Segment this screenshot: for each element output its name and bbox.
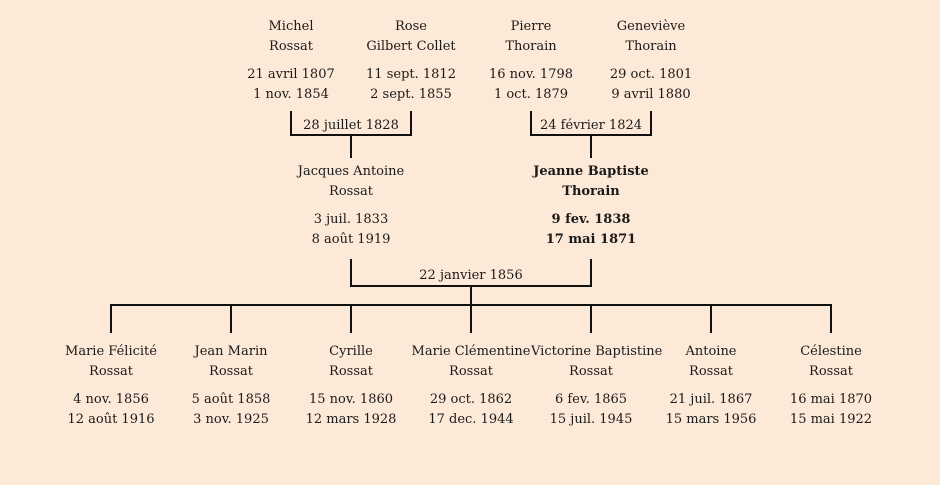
person-pierre-thorain [471, 17, 591, 105]
person-last-name: Rossat [449, 364, 493, 379]
death-date: 1 oct. 1879 [493, 87, 569, 102]
person-first-name: Jeanne Baptiste [533, 164, 649, 179]
person-first-name: Célestine [800, 344, 862, 359]
birth-date: 11 sept. 1812 [366, 67, 456, 82]
person-marie-felicite-rossat [51, 342, 171, 430]
birth-date: 29 oct. 1862 [429, 392, 513, 407]
person-last-name: Thorain [625, 39, 677, 54]
death-date: 15 mai 1922 [789, 412, 873, 427]
birth-date: 21 juil. 1867 [669, 392, 753, 407]
person-last-name: Thorain [562, 184, 620, 199]
death-date: 3 nov. 1925 [193, 412, 269, 427]
birth-date: 16 mai 1870 [789, 392, 873, 407]
person-last-name: Rossat [209, 364, 253, 379]
birth-date: 5 août 1858 [191, 392, 271, 407]
person-victorine-baptistine-rossat [531, 342, 663, 430]
death-date: 15 mars 1956 [665, 412, 757, 427]
person-last-name: Rossat [689, 364, 733, 379]
birth-date: 3 juil. 1833 [313, 212, 389, 227]
person-last-name: Rossat [329, 184, 373, 199]
death-date: 2 sept. 1855 [370, 87, 452, 102]
person-last-name: Rossat [809, 364, 853, 379]
birth-date: 21 avril 1807 [247, 67, 335, 82]
death-date: 12 mars 1928 [305, 412, 397, 427]
birth-date: 29 oct. 1801 [609, 67, 693, 82]
death-date: 15 juil. 1945 [549, 412, 633, 427]
person-first-name: Geneviève [616, 19, 686, 34]
marriage-date: 24 février 1824 [539, 118, 643, 133]
person-first-name: Rose [395, 19, 427, 34]
person-cyrille-rossat [291, 342, 411, 430]
marriage-date: 28 juillet 1828 [303, 118, 399, 133]
person-last-name: Rossat [569, 364, 613, 379]
person-first-name: Victorine Baptistine [531, 344, 663, 359]
birth-date: 9 fev. 1838 [551, 212, 631, 227]
marriage-date: 22 janvier 1856 [419, 268, 523, 283]
person-michel-rossat [231, 17, 351, 105]
person-first-name: Marie Clémentine [411, 344, 531, 359]
death-date: 12 août 1916 [67, 412, 155, 427]
birth-date: 4 nov. 1856 [73, 392, 149, 407]
death-date: 9 avril 1880 [611, 87, 691, 102]
person-first-name: Cyrille [329, 344, 373, 359]
person-antoine-rossat [651, 342, 771, 430]
person-jean-marin-rossat [171, 342, 291, 430]
person-celestine-rossat [771, 342, 891, 430]
death-date: 8 août 1919 [311, 232, 391, 247]
person-genevieve-thorain [591, 17, 711, 105]
person-jeanne-baptiste-thorain [531, 162, 651, 250]
person-first-name: Marie Félicité [65, 344, 157, 359]
person-first-name: Jacques Antoine [297, 164, 405, 179]
birth-date: 16 nov. 1798 [488, 67, 574, 82]
person-first-name: Jean Marin [194, 344, 268, 359]
person-first-name: Michel [268, 19, 314, 34]
person-last-name: Rossat [89, 364, 133, 379]
person-first-name: Pierre [510, 19, 552, 34]
birth-date: 15 nov. 1860 [308, 392, 394, 407]
death-date: 17 mai 1871 [545, 232, 637, 247]
person-marie-clementine-rossat [411, 342, 531, 430]
person-jacques-antoine-rossat [291, 162, 411, 250]
person-last-name: Rossat [329, 364, 373, 379]
person-last-name: Gilbert Collet [366, 39, 456, 54]
person-rose-gilbert-collet [351, 17, 471, 105]
death-date: 17 dec. 1944 [428, 412, 514, 427]
death-date: 1 nov. 1854 [253, 87, 329, 102]
birth-date: 6 fev. 1865 [554, 392, 628, 407]
person-last-name: Rossat [269, 39, 313, 54]
person-last-name: Thorain [505, 39, 557, 54]
person-first-name: Antoine [685, 344, 737, 359]
